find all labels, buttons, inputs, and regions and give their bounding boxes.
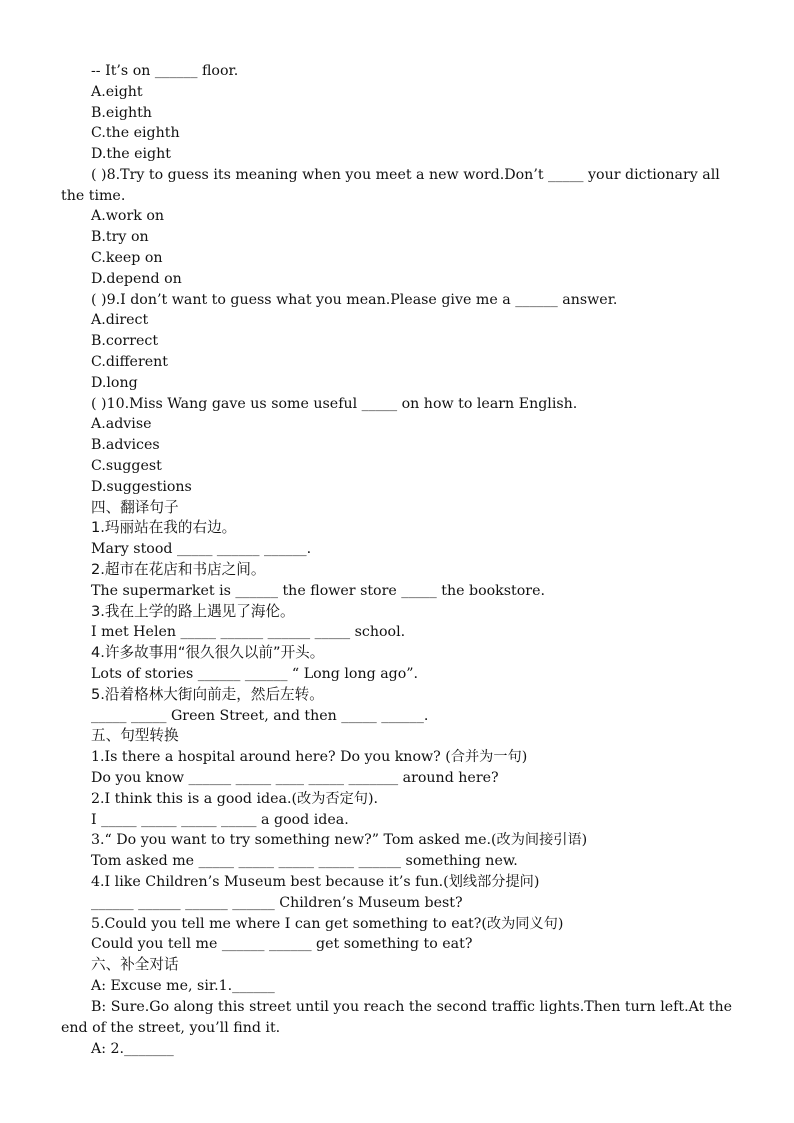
question-7-option-a: A.eight	[91, 84, 143, 100]
question-9-option-c: C.different	[91, 354, 168, 370]
question-7-option-c: C.the eighth	[91, 125, 180, 141]
question-8-option-c: C.keep on	[91, 250, 163, 266]
question-9-option-a: A.direct	[91, 312, 149, 328]
question-10-option-c: C.suggest	[91, 458, 162, 474]
section-4-heading: 四、翻译句子	[91, 499, 179, 516]
translate-1-prompt: 1.玛丽站在我的右边。	[91, 519, 237, 536]
question-10-option-a: A.advise	[91, 416, 152, 432]
question-10-option-d: D.suggestions	[91, 479, 192, 495]
translate-3-answer: I met Helen _____ ______ ______ _____ school.	[91, 624, 406, 640]
transform-5-answer: Could you tell me ______ ______ get something to eat?	[91, 936, 473, 952]
section-6-heading: 六、补全对话	[91, 956, 179, 973]
question-10-stem: ( )10.Miss Wang gave us some useful _____ on how to learn English.	[91, 396, 578, 412]
dialogue-b-line-1: B: Sure.Go along this street until you reach the second traffic lights.Then turn left.At the end of the street, you’ll find it.	[61, 999, 737, 1036]
question-8-option-a: A.work on	[91, 208, 165, 224]
translate-5-answer: _____ _____ Green Street, and then _____ ______.	[91, 708, 429, 724]
transform-1-prompt: 1.Is there a hospital around here? Do you know? (合并为一句)	[91, 749, 528, 765]
translate-2-answer: The supermarket is ______ the flower store _____ the bookstore.	[91, 583, 545, 599]
question-9-stem: ( )9.I don’t want to guess what you mean.Please give me a ______ answer.	[91, 292, 618, 308]
question-9-option-b: B.correct	[91, 333, 159, 349]
dialogue-a-line-1: A: Excuse me, sir.1.______	[91, 978, 275, 994]
transform-2-answer: I _____ _____ _____ _____ a good idea.	[91, 812, 349, 828]
transform-1-answer: Do you know ______ _____ ____ _____ _______ around here?	[91, 770, 499, 786]
translate-1-answer: Mary stood _____ ______ ______.	[91, 541, 312, 557]
question-7-option-b: B.eighth	[91, 105, 152, 121]
dialogue-a-line-2: A: 2._______	[91, 1041, 174, 1057]
transform-5-prompt: 5.Could you tell me where I can get something to eat?(改为同义句)	[91, 916, 564, 932]
question-7-option-d: D.the eight	[91, 146, 171, 162]
question-8-stem: ( )8.Try to guess its meaning when you meet a new word.Don’t _____ your dictionary all the time.	[61, 167, 725, 204]
question-9-option-d: D.long	[91, 375, 138, 391]
question-7-answer-stem: -- It’s on ______ floor.	[91, 63, 239, 79]
translate-4-prompt: 4.许多故事用“很久很久以前”开头。	[91, 644, 325, 661]
translate-4-answer: Lots of stories ______ ______ “ Long long ago”.	[91, 666, 419, 682]
transform-4-prompt: 4.I like Children’s Museum best because it’s fun.(划线部分提问)	[91, 874, 540, 890]
transform-2-prompt: 2.I think this is a good idea.(改为否定句).	[91, 791, 378, 807]
section-5-heading: 五、句型转换	[91, 727, 179, 744]
question-8-option-d: D.depend on	[91, 271, 182, 287]
question-8-option-b: B.try on	[91, 229, 149, 245]
question-10-option-b: B.advices	[91, 437, 160, 453]
translate-3-prompt: 3.我在上学的路上遇见了海伦。	[91, 603, 295, 620]
translate-2-prompt: 2.超市在花店和书店之间。	[91, 561, 266, 578]
transform-3-prompt: 3.“ Do you want to try something new?” Tom asked me.(改为间接引语)	[91, 832, 588, 848]
translate-5-prompt: 5.沿着格林大街向前走，然后左转。	[91, 686, 324, 703]
transform-3-answer: Tom asked me _____ _____ _____ _____ ______ something new.	[91, 853, 518, 869]
transform-4-answer: ______ ______ ______ ______ Children’s Museum best?	[91, 895, 463, 911]
